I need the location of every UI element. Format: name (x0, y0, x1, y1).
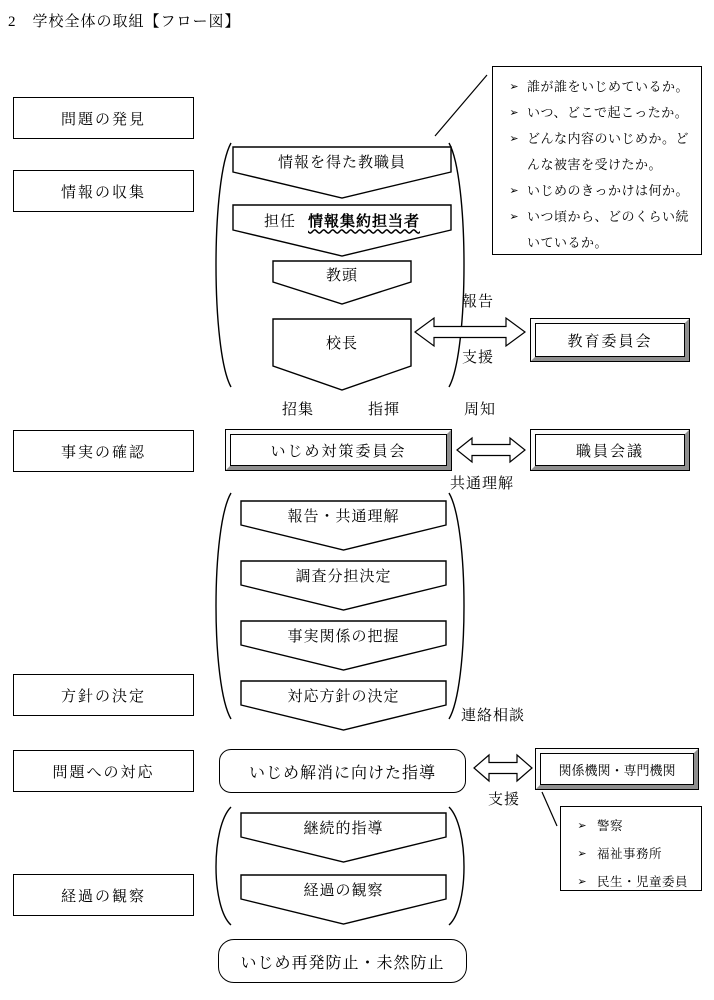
step-label: 問題の発見 (60, 111, 146, 128)
chevron-label (272, 318, 412, 366)
checklist-text: いじめのきっかけは何か。 (527, 183, 690, 198)
label-command: 指揮 (368, 402, 401, 418)
step-box-fact-confirmation (13, 430, 194, 472)
chevron-text: 調査分担決定 (295, 568, 392, 585)
chevron-principal (272, 318, 412, 392)
bracket-right-group3 (447, 805, 471, 927)
label-convene: 招集 (282, 402, 315, 418)
chevron-response-policy (240, 680, 447, 732)
agency-text: 福祉事務所 (597, 847, 663, 861)
chevron-staff-informed (232, 146, 452, 200)
board-of-education-label: 教育委員会 (535, 323, 685, 357)
arrow-bullet-icon: ➢ (577, 875, 587, 888)
guidance-label: いじめ解消に向けた指導 (248, 764, 436, 782)
chevron-label (240, 560, 447, 590)
chevron-label (272, 260, 412, 288)
final-prevention-box (218, 939, 467, 983)
chevron-report-understanding (240, 500, 447, 552)
step-box-problem-response (13, 750, 194, 792)
label-support: 支援 (462, 350, 495, 366)
step-box-progress-observation (13, 874, 194, 916)
step-label: 事実の確認 (60, 444, 146, 461)
chevron-text: 情報を得た教職員 (277, 154, 406, 171)
checklist-text: いつ、どこで起こったか。 (527, 105, 689, 120)
page-title: 2 学校全体の取組【フロー図】 (8, 14, 241, 30)
chevron-label (232, 146, 452, 176)
label-support-2: 支援 (488, 792, 521, 808)
staff-meeting-box (530, 429, 690, 471)
checklist-text: 誰が誰をいじめているか。 (527, 79, 690, 94)
agency-item (567, 868, 697, 896)
bullying-checklist-panel (492, 66, 702, 255)
checklist-item (501, 100, 695, 126)
checklist-item (501, 126, 695, 178)
label-contact-consult: 連絡相談 (461, 708, 526, 724)
label-notify: 周知 (464, 402, 497, 418)
chevron-vice-principal (272, 260, 412, 306)
chevron-text: 教頭 (325, 267, 358, 284)
chevron-continuous-guidance (240, 812, 447, 864)
chevron-progress-observation (240, 874, 447, 926)
double-arrow-notify (457, 435, 525, 465)
checklist-item (501, 74, 695, 100)
chevron-text: 報告・共通理解 (287, 508, 400, 525)
board-of-education-box (530, 318, 690, 362)
agencies-panel (560, 806, 702, 891)
step-label: 情報の収集 (60, 184, 146, 201)
bullying-committee-label: いじめ対策委員会 (230, 434, 447, 466)
chevron-label (240, 620, 447, 650)
chevron-text: 継続的指導 (303, 820, 384, 837)
related-agencies-label: 関係機関・専門機関 (540, 753, 694, 785)
arrow-bullet-icon: ➢ (509, 80, 519, 93)
double-arrow-consult-support (474, 752, 532, 784)
step-label: 方針の決定 (60, 688, 146, 705)
arrow-bullet-icon: ➢ (577, 847, 587, 860)
chevron-fact-grasp (240, 620, 447, 672)
step-label: 問題への対応 (52, 764, 155, 781)
label-common-understanding: 共通理解 (450, 476, 515, 492)
chevron-coordinator (232, 204, 452, 258)
arrow-bullet-icon: ➢ (509, 210, 519, 223)
arrow-bullet-icon: ➢ (509, 106, 519, 119)
checklist-item (501, 204, 695, 256)
chevron-label (232, 204, 452, 236)
chevron-text: 経過の観察 (303, 882, 384, 899)
guidance-box (219, 749, 466, 793)
bevel-frame (536, 749, 698, 789)
agency-text: 警察 (597, 819, 624, 833)
chevron-text: 事実関係の把握 (287, 628, 400, 645)
agency-item (567, 812, 697, 840)
step-label: 経過の観察 (60, 888, 146, 905)
agency-item (567, 840, 697, 868)
step-box-info-collection (13, 170, 194, 212)
agency-text: 民生・児童委員 (597, 875, 689, 889)
bevel-frame (531, 430, 689, 470)
checklist-text: いつ頃から、どのくらい続いているか。 (527, 209, 690, 250)
label-report: 報告 (462, 294, 495, 310)
checklist-item (501, 178, 695, 204)
checklist-text: どんな内容のいじめか。どんな被害を受けたか。 (527, 131, 690, 172)
arrow-bullet-icon: ➢ (577, 819, 587, 832)
chevron-label (240, 500, 447, 530)
chevron-survey-assignment (240, 560, 447, 612)
chevron-label (240, 874, 447, 904)
arrow-bullet-icon: ➢ (509, 132, 519, 145)
bevel-frame (226, 430, 451, 470)
bracket-left-group1 (209, 141, 233, 389)
bracket-left-group3 (209, 805, 233, 927)
connector-line-checklist (430, 70, 492, 140)
homeroom-teacher-text: 担任 (263, 213, 296, 230)
chevron-text: 対応方針の決定 (287, 688, 400, 705)
step-box-policy-decision (13, 674, 194, 716)
chevron-text: 校長 (325, 335, 358, 352)
staff-meeting-label: 職員会議 (535, 434, 685, 466)
chevron-label (240, 680, 447, 710)
bullying-committee-box (225, 429, 452, 471)
info-coordinator-text: 情報集約担当者 (308, 213, 421, 230)
bracket-right-group2 (447, 491, 471, 721)
bracket-left-group2 (209, 491, 233, 721)
arrow-bullet-icon: ➢ (509, 184, 519, 197)
step-box-problem-discovery (13, 97, 194, 139)
final-prevention-label: いじめ再発防止・未然防止 (240, 954, 445, 972)
related-agencies-box (535, 748, 699, 790)
chevron-label (240, 812, 447, 842)
double-arrow-report-support (415, 315, 525, 349)
bevel-frame (531, 319, 689, 361)
connector-line-agencies (540, 790, 560, 830)
